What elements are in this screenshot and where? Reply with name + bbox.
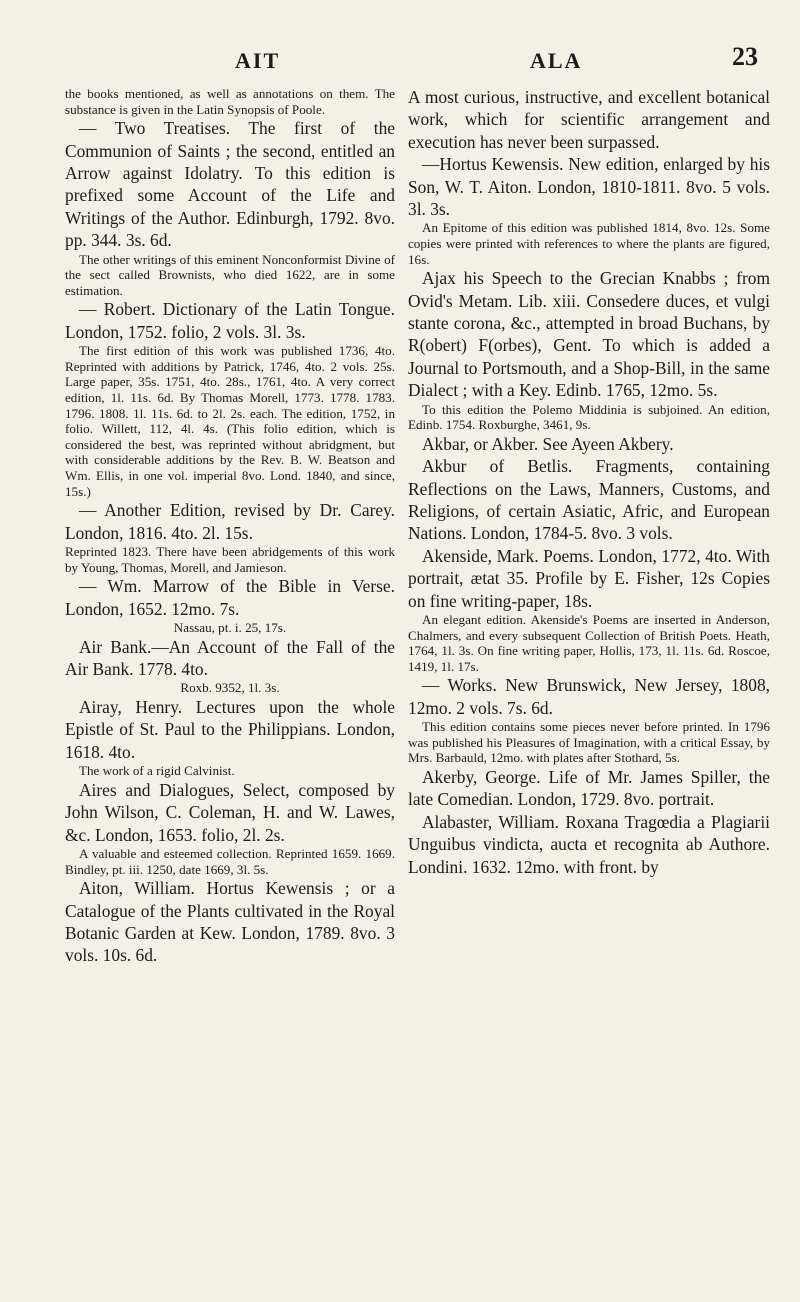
header-left-keyword: AIT [235, 48, 281, 73]
entry-paragraph: — Wm. Marrow of the Bible in Verse. London, 1652. 12mo. 7s. [65, 576, 395, 619]
right-column [408, 86, 770, 878]
entry-paragraph: Air Bank.—An Account of the Fall of the Air Bank. 1778. 4to. [65, 636, 395, 679]
entry-paragraph: Reprinted 1823. There have been abridgements of this work by Young, Thomas, Morell, and Jamieson. [65, 543, 395, 575]
entry-paragraph: An elegant edition. Akenside's Poems are inserted in Anderson, Chalmers, and every subsequent Collection of British Poets. Heath, 1764, 1l. 3s. On fine writing paper, Hollis, 173, 1l. 11s. 6d. Roscoe, 1419, 1l. 17s. [408, 612, 770, 674]
entry-paragraph: Akbur of Betlis. Fragments, containing Reflections on the Laws, Manners, Customs, and Religions, of certain Asiatic, Afric, and European Nations. London, 1784-5. 8vo. 3 vols. [408, 456, 770, 544]
running-header [70, 42, 770, 78]
entry-paragraph: To this edition the Polemo Middinia is subjoined. An edition, Edinb. 1754. Roxburghe, 3461, 9s. [408, 401, 770, 433]
entry-paragraph: The work of a rigid Calvinist. [79, 763, 235, 779]
entry-paragraph: Akenside, Mark. Poems. London, 1772, 4to. With portrait, ætat 35. Profile by E. Fisher, 12s Copies on fine writing-paper, 18s. [408, 545, 770, 611]
entry-paragraph: The other writings of this eminent Nonconformist Divine of the sect called Brownists, who died 1622, are in some estimation. [65, 251, 395, 298]
entry-paragraph: Aiton, William. Hortus Kewensis ; or a Catalogue of the Plants cultivated in the Royal Botanic Garden at Kew. London, 1789. 8vo. 3 vols. 10s. 6d. [65, 878, 395, 966]
entry-paragraph: Ajax his Speech to the Grecian Knabbs ; from Ovid's Metam. Lib. xiii. Consedere duces, et vulgi stante corona, &c., attempted in broad Buchans, by R(obert) F(orbes), Gent. To which is added a Journal to Portsmouth, and a Shop-Bill, in the same Dialect ; with a Key. Edinb. 1765, 12mo. 5s. [408, 268, 770, 401]
header-right-keyword: ALA [530, 48, 583, 73]
entry-paragraph: This edition contains some pieces never before printed. In 1796 was published his Pleasures of Imagination, with a critical Essay, by Mrs. Barbauld, 12mo. with plates after Stothard, 5s. [408, 719, 770, 766]
entry-paragraph: A most curious, instructive, and excellent botanical work, which for scientific arrangement and execution has never been surpassed. [408, 87, 770, 152]
left-column [65, 86, 395, 967]
page-number: 23 [732, 42, 758, 71]
entry-paragraph: Nassau, pt. i. 25, 17s. [173, 619, 287, 635]
entry-paragraph: — Robert. Dictionary of the Latin Tongue. London, 1752. folio, 2 vols. 3l. 3s. [65, 299, 395, 342]
entry-paragraph: —Hortus Kewensis. New edition, enlarged by his Son, W. T. Aiton. London, 1810-1811. 8vo. 5 vols. 3l. 3s. [408, 154, 770, 220]
entry-paragraph: Akbar, or Akber. See Ayeen Akbery. [422, 433, 674, 454]
entry-paragraph: The first edition of this work was published 1736, 4to. Reprinted with additions by Patrick, 1746, 4to. 2 vols. 25s. Large paper, 35s. 1751, 4to. 28s., 1761, 4to. A very correct edition, 1l. 11s. 6d. By Thomas Morell, 1773. 1778. 1783. 1796. 1808. 1l. 11s. 6d. to 2l. 2s. each. The edition, 1752, in folio. Willett, 112, 4l. 4s. (This folio edition, which is considered the best, was reprinted without abridgment, but with considerable additions by the Rev. B. W. Beatson and Wm. Ellis, in one vol. imperial 8vo. Lond. 1840, and since, 15s.) [65, 343, 395, 499]
entry-paragraph: An Epitome of this edition was published 1814, 8vo. 12s. Some copies were printed with references to where the plants are figured, 16s. [408, 220, 770, 267]
entry-paragraph: Roxb. 9352, 1l. 3s. [180, 680, 280, 696]
entry-paragraph: the books mentioned, as well as annotations on them. The substance is given in the Latin Synopsis of Poole. [65, 86, 395, 117]
entry-paragraph: — Another Edition, revised by Dr. Carey. London, 1816. 4to. 2l. 15s. [65, 500, 395, 543]
entry-paragraph: A valuable and esteemed collection. Reprinted 1659. 1669. Bindley, pt. iii. 1250, date 1669, 3l. 5s. [65, 846, 395, 877]
entry-paragraph: Airay, Henry. Lectures upon the whole Epistle of St. Paul to the Philippians. London, 1618. 4to. [65, 696, 395, 762]
entry-paragraph: Akerby, George. Life of Mr. James Spiller, the late Comedian. London, 1729. 8vo. portrait. [408, 767, 770, 810]
entry-paragraph: — Two Treatises. The first of the Communion of Saints ; the second, entitled an Arrow against Idolatry. To this edition is prefixed some Account of the Life and Writings of the Author. Edinburgh, 1792. 8vo. pp. 344. 3s. 6d. [65, 118, 395, 251]
entry-paragraph: Alabaster, William. Roxana Tragœdia a Plagiarii Unguibus vindicta, aucta et recognita ab Authore. Londini. 1632. 12mo. with front. by [408, 811, 770, 877]
entry-paragraph: Aires and Dialogues, Select, composed by John Wilson, C. Coleman, H. and W. Lawes, &c. London, 1653. folio, 2l. 2s. [65, 779, 395, 845]
entry-paragraph: — Works. New Brunswick, New Jersey, 1808, 12mo. 2 vols. 7s. 6d. [408, 675, 770, 718]
